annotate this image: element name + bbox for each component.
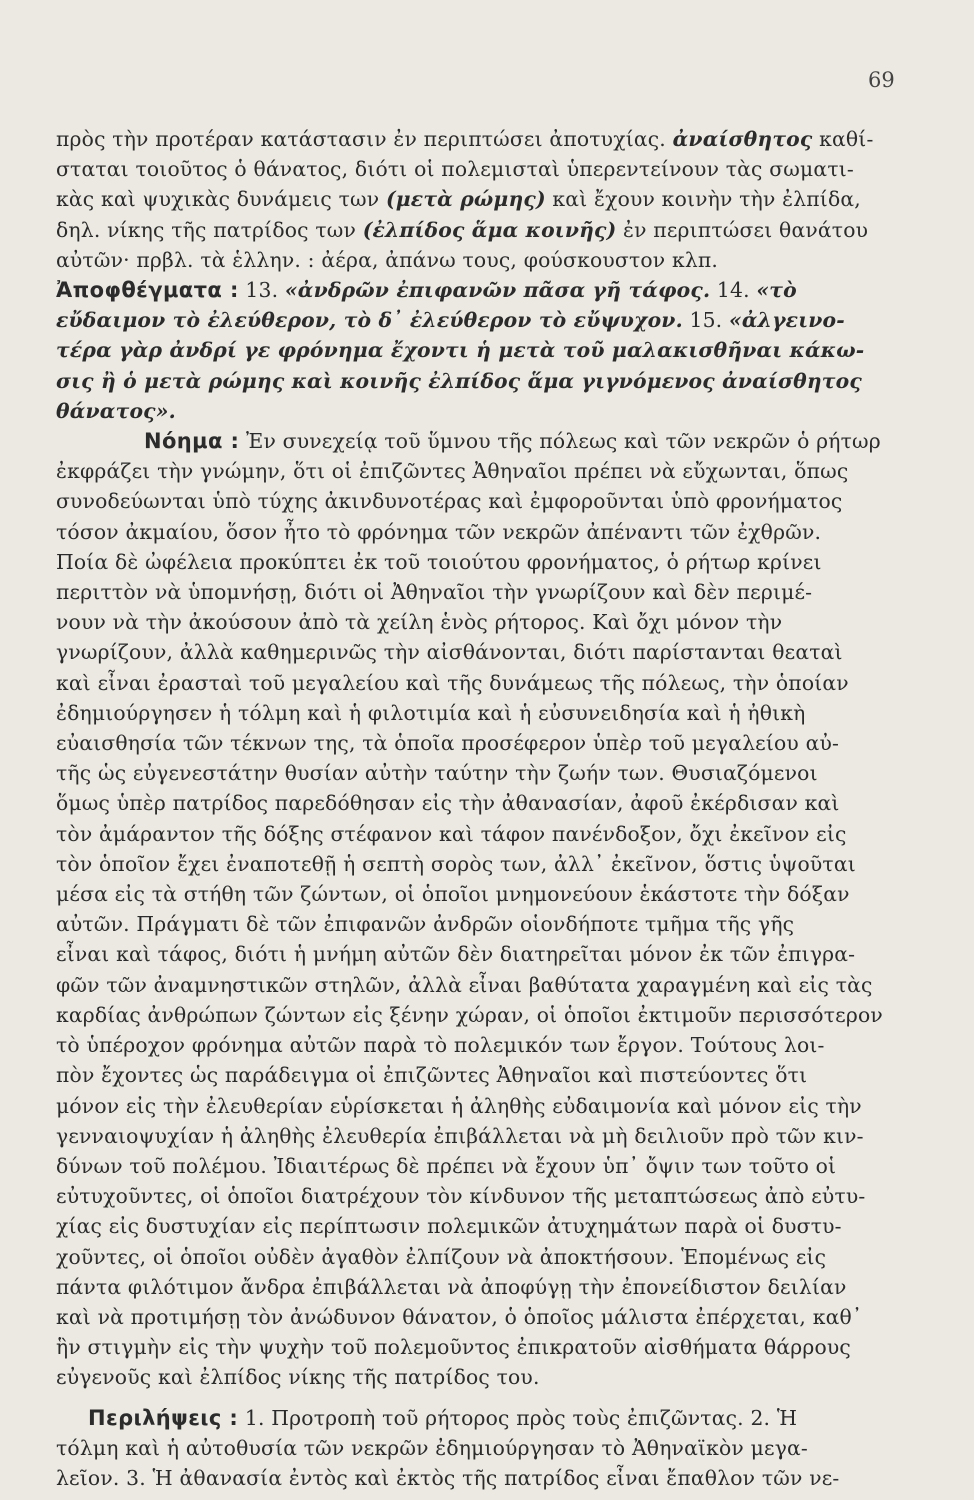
section-perilipseis: Περιλήψεις : 1. Προτροπὴ τοῦ ρήτορος πρὸς τοὺς ἐπιζῶντας. 2. Ἡ τόλμη καὶ ἡ αὐτοθυσία τῶν νεκρῶν ἐδημιούργησαν τὸ Ἀθηναϊκὸν μεγα- λεῖον. 3. Ἡ ἀθανασία ἐντὸς καὶ ἐκτὸς τῆς πατρίδος εἶναι ἔπαθλον τῶν νε- bbox=[56, 1405, 840, 1490]
emphasis-term: (μετὰ ρώμης) bbox=[385, 187, 546, 212]
emphasis-term: ἀναίσθητος bbox=[672, 127, 813, 151]
section-label-perilipseis: Περιλήψεις : bbox=[88, 1405, 239, 1430]
section-label-apophthegmata: Ἀποφθέγματα : bbox=[56, 278, 239, 303]
section-apophthegmata: Ἀποφθέγματα : 13. «ἀνδρῶν ἐπιφανῶν πᾶσα γῆ τάφος. 14. «τὸ εὔδαιμον τὸ ἐλεύθερον, τὸ δ᾽ ἐλεύθερον τὸ εὔψυχον. 15. «ἀλγεινο- τέρα γὰρ ἀνδρί γε φρόνημα ἔχοντι ἡ μετὰ τοῦ μαλακισθῆναι κάκω- σις ἢ ὁ μετὰ ρώμης καὶ κοινῆς ἐλπίδος ἅμα γιγνόμενος ἀναίσθητος θάνατος». bbox=[56, 278, 865, 423]
section-noima: Νόημα : Ἐν συνεχείᾳ τοῦ ὕμνου τῆς πόλεως καὶ τῶν νεκρῶν ὁ ρήτωρ ἐκφράζει τὴν γνώμην, ὅτι οἱ ἐπιζῶντες Ἀθηναῖοι πρέπει νὰ εὔχωνται, ὅπως συνοδεύωνται ὑπὸ τύχης ἀκινδυνοτέρας καὶ ἐμφοροῦνται ὑπὸ φρονήματος τόσον ἀκμαίου, ὅσον ἦτο τὸ φρόνημα τῶν νεκρῶν ἀπέναντι τῶν ἐχθρῶν. Ποία δὲ ὠφέλεια προκύπτει ἐκ τοῦ τοιούτου φρονήματος, ὁ ρήτωρ κρίνει περιττὸν νὰ ὑπομνήσῃ, διότι οἱ Ἀθηναῖοι τὴν γνωρίζουν καὶ δὲν περιμέ- νουν νὰ τὴν ἀκούσουν ἀπὸ τὰ χείλη ἑνὸς ρήτορος. Καὶ ὄχι μόνον τὴν γνωρίζουν, ἀλλὰ καθημερινῶς τὴν αἰσθάνονται, διότι παρίστανται θεαταὶ καὶ εἶναι ἐρασταὶ τοῦ μεγαλείου καὶ τῆς δυνάμεως τῆς πόλεως, τὴν ὁποίαν ἐδημιούργησεν ἡ τόλμη καὶ ἡ φιλοτιμία καὶ ἡ εὐσυνειδησία καὶ ἡ ἠθικὴ εὐαισθησία τῶν τέκνων της, τὰ ὁποῖα προσέφερον ὑπὲρ τοῦ μεγαλείου αὐ- τῆς ὡς εὐγενεστάτην θυσίαν αὐτὴν ταύτην τὴν ζωήν των. Θυσιαζόμενοι ὅμως ὑπὲρ πατρίδος παρεδόθησαν εἰς τὴν ἀθανασίαν, ἀφοῦ ἐκέρδισαν καὶ τὸν ἀμάραντον τῆς δόξης στέφανον καὶ τάφον πανένδοξον, ὄχι ἐκεῖνον εἰς τὸν ὁποῖον ἔχει ἐναποτεθῇ ἡ σεπτὴ σορὸς των, ἀλλ᾽ ἐκεῖνον, ὅστις ὑψοῦται μέσα εἰς τὰ στήθη τῶν ζώντων, οἱ ὁποῖοι μνημονεύουν ἑκάστοτε τὴν δόξαν αὐτῶν. Πράγματι δὲ τῶν ἐπιφανῶν ἀνδρῶν οἱονδήποτε τμῆμα τῆς γῆς εἶναι καὶ τάφος, διότι ἡ μνήμη αὐτῶν δὲν διατηρεῖται μόνον ἐκ τῶν ἐπιγρα- φῶν τῶν ἀναμνηστικῶν στηλῶν, ἀλλὰ εἶναι βαθύτατα χαραγμένη καὶ εἰς τὰς καρδίας ἀνθρώπων ζώντων εἰς ξένην χώραν, οἱ ὁποῖοι ἐκτιμοῦν περισσότερον τὸ ὑπέροχον φρόνημα αὐτῶν παρὰ τὸ πολεμικόν των ἔργον. Τούτους λοι- πὸν ἔχοντες ὡς παράδειγμα οἱ ἐπιζῶντες Ἀθηναῖοι καὶ πιστεύοντες ὅτι μόνον εἰς τὴν ἐλευθερίαν εὑρίσκεται ἡ ἀληθὴς εὐδαιμονία καὶ μόνον εἰς τὴν γενναιοψυχίαν ἡ ἀληθὴς ἐλευθερία ἐπιβάλλεται νὰ μὴ δειλιοῦν πρὸ τῶν κιν- δύνων τοῦ πολέμου. Ἰδιαιτέρως δὲ πρέπει νὰ ἔχουν ὑπ᾽ ὄψιν των τοῦτο οἱ εὐτυχοῦντες, οἱ ὁποῖοι διατρέχουν τὸν κίνδυνον τῆς μεταπτώσεως ἀπὸ εὐτυ- χίας εἰς δυστυχίαν εἰς περίπτωσιν πολεμικῶν ἀτυχημάτων παρὰ οἱ δυστυ- χοῦντες, οἱ ὁποῖοι οὐδὲν ἀγαθὸν ἐλπίζουν νὰ ἀποκτήσουν. Ἑπομένως εἰς πάντα φιλότιμον ἄνδρα ἐπιβάλλεται νὰ ἀποφύγῃ τὴν ἐπονείδιστον δειλίαν καὶ νὰ προτιμήσῃ τὸν ἀνώδυνον θάνατον, ὁ ὁποῖος μάλιστα ἐπέρχεται, καθ᾽ ἣν στιγμὴν εἰς τὴν ψυχὴν τοῦ πολεμοῦντος ἐπικρατοῦν αἰσθήματα θάρρους εὐγενοῦς καὶ ἐλπίδος νίκης τῆς πατρίδος του. bbox=[56, 429, 883, 1390]
emphasis-term: (ἐλπίδος ἅμα κοινῆς) bbox=[362, 217, 617, 242]
page-number: 69 bbox=[868, 68, 895, 92]
page-body bbox=[56, 124, 906, 1493]
section-label-noima: Νόημα : bbox=[144, 429, 240, 454]
paragraph-intro: πρὸς τὴν προτέραν κατάστασιν ἐν περιπτώσει ἀποτυχίας. ἀναίσθητος καθί- σταται τοιοῦτος ὁ θάνατος, διότι οἱ πολεμισταὶ ὑπερεντείνουν τὰς σωματι- κὰς καὶ ψυχικὰς δυνάμεις των (μετὰ ρώμης) καὶ ἔχουν κοινὴν τὴν ἐλπίδα, δηλ. νίκης τῆς πατρίδος των (ἐλπίδος ἅμα κοινῆς) ἐν περιπτώσει θανάτου αὐτῶν· πρβλ. τὰ ἑλλην. : ἀέρα, ἀπάνω τους, φούσκουστον κλπ. bbox=[56, 127, 874, 272]
